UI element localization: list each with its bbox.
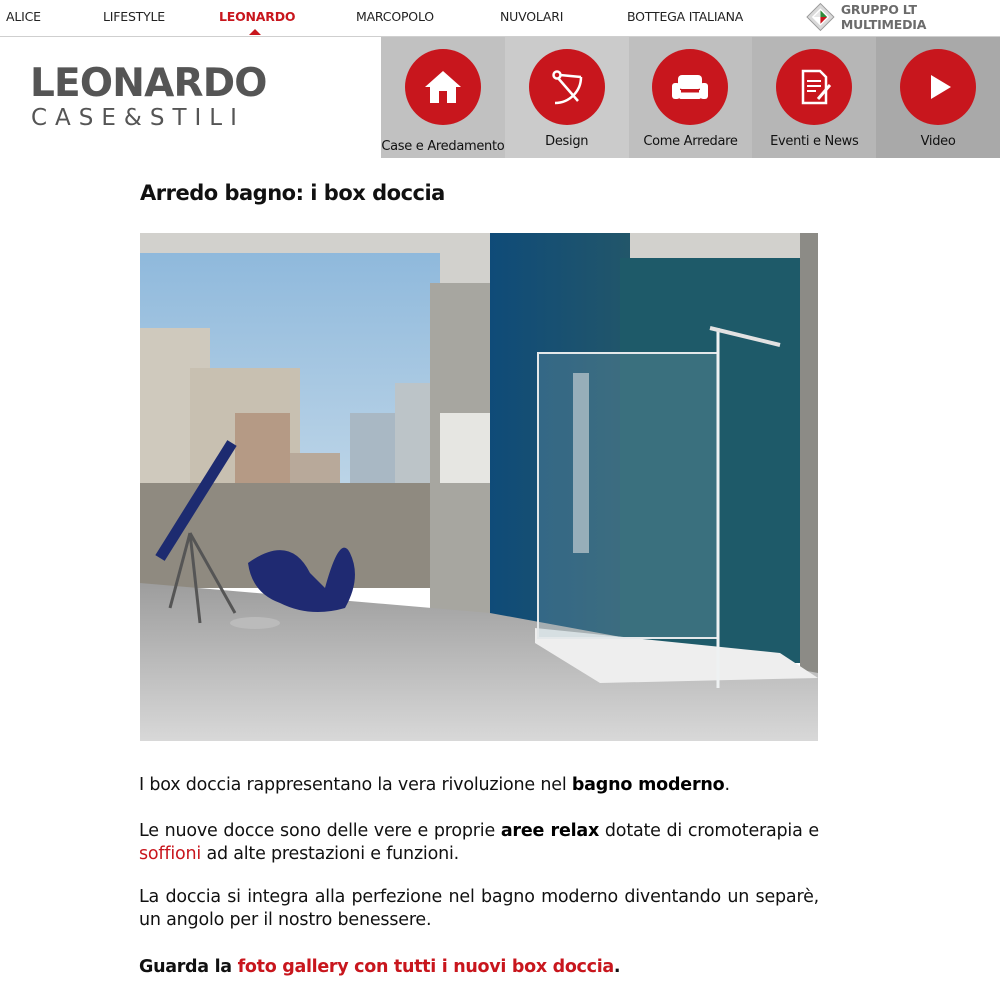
gruppo-lt-label: GRUPPO LT MULTIMEDIA [840, 2, 927, 32]
paragraph-2 [139, 820, 819, 866]
logo-sub-text: CASE&STILI [31, 105, 245, 131]
foto-gallery-link[interactable]: foto gallery con tutti i nuovi box doccia [237, 957, 614, 977]
nav-lifestyle[interactable]: LIFESTYLE [103, 9, 166, 24]
category-circle [529, 49, 605, 125]
site-logo[interactable] [30, 62, 267, 130]
category-label: Come Arredare [643, 134, 738, 149]
nav-alice[interactable]: ALICE [6, 9, 41, 24]
p2-text2: dotate di cromoterapia e [599, 821, 819, 841]
house-icon [421, 65, 465, 109]
category-circle [652, 49, 728, 125]
p2-text1: Le nuove docce sono delle vere e proprie [139, 821, 501, 841]
p2-bold: aree relax [500, 821, 600, 841]
category-eventi-e-news[interactable] [752, 37, 876, 158]
paragraph-3: La doccia si integra alla perfezione nel bagno moderno diventando un separè, un angolo per il nostro benessere. [139, 887, 819, 930]
p1-text: I box doccia rappresentano la vera rivoluzione nel [139, 775, 572, 795]
compass-icon [545, 65, 589, 109]
article-title: Arredo bagno: i box doccia [140, 181, 445, 205]
active-nav-marker [249, 29, 261, 35]
cta-text: Guarda la [139, 957, 238, 977]
category-case-e-aredamento[interactable] [381, 37, 505, 158]
top-navigation [0, 0, 1000, 37]
category-video[interactable] [876, 37, 1000, 158]
gallery-cta [139, 956, 819, 979]
armchair-icon [668, 65, 712, 109]
document-icon [792, 65, 836, 109]
category-come-arredare[interactable] [629, 37, 753, 158]
play-icon [916, 65, 960, 109]
gruppo-lt-logo-icon [806, 2, 835, 32]
gruppo-lt-brand[interactable] [806, 0, 1000, 34]
soffioni-link[interactable]: soffioni [139, 844, 202, 864]
category-label: Eventi e News [770, 134, 859, 149]
nav-bottega-italiana[interactable]: BOTTEGA ITALIANA [627, 9, 744, 24]
category-circle [405, 49, 481, 125]
nav-leonardo[interactable]: LEONARDO [219, 9, 296, 24]
category-label: Design [545, 134, 589, 149]
category-label: Video [920, 134, 956, 149]
p1-bold: bagno moderno [571, 775, 725, 795]
p2-text3: ad alte prestazioni e funzioni. [201, 844, 460, 864]
nav-nuvolari[interactable]: NUVOLARI [500, 9, 564, 24]
category-label: Case e Aredamento [381, 139, 505, 154]
nav-marcopolo[interactable]: MARCOPOLO [356, 9, 434, 24]
category-circle [776, 49, 852, 125]
bathroom-shower-photo [140, 233, 818, 741]
category-circle [900, 49, 976, 125]
cta-end: . [613, 957, 621, 977]
category-bar [381, 37, 1000, 158]
paragraph-1 [139, 774, 819, 797]
category-design[interactable] [505, 37, 629, 158]
logo-main-text: LEONARDO [30, 61, 267, 106]
p1-end: . [724, 775, 730, 795]
